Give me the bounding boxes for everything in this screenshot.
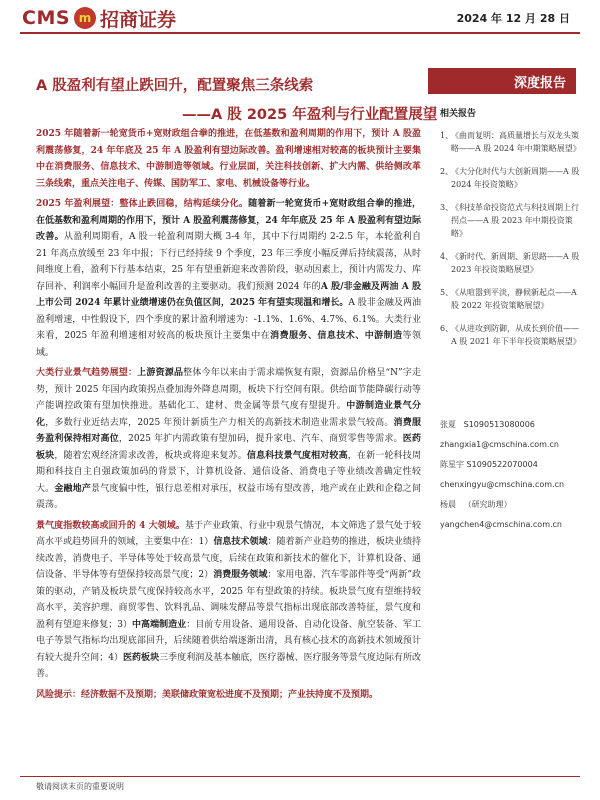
report-number: 3、	[440, 203, 454, 212]
four-areas-bold-1: 信息技术领域	[213, 537, 268, 547]
sector-bold-5: 信息科技景气度相对较高	[246, 450, 348, 461]
four-areas-bold-2: 消费服务领域	[213, 570, 268, 580]
analyst-row	[440, 495, 580, 515]
analyst-email[interactable]: chenxingyu@cmschina.com.cn	[440, 480, 565, 489]
brand-logo	[22, 4, 176, 32]
analyst-name: 杨晨	[440, 500, 456, 509]
summary-paragraph: 2025 年随着新一轮宽货币+宽财政组合拳的推进，在低基数和盈利周期的作用下，预计 A 股盈利震荡修复，24 年年底及 25 年 A 股盈利有望边际改善。盈利增速相对较高的板块预计主要集中在消费服务、信息技术、中游制造等领域。行业层面，关注科技创新、扩大内需、供给侧改革三条线索，重点关注电子、传媒、国防军工、家电、机械设备等行业。	[36, 129, 421, 189]
list-item[interactable]	[440, 165, 580, 191]
list-item[interactable]	[440, 129, 580, 155]
risk-warning: 风险提示：经济数据不及预期；美联储政策宽松进度不及预期；产业扶持度不及预期。	[36, 689, 379, 700]
sector-body-5: ，在新一轮科技周期和科技自主自强政策加码的背景下，计算机设备、通信设备、消费电子等业绩改善确定性较大。	[36, 450, 421, 494]
analyst-id: （研究助理）	[463, 500, 512, 509]
list-item[interactable]	[440, 286, 580, 312]
earnings-end: 等领域。	[36, 331, 421, 358]
report-title-link: 《新时代、新周期、新思路——A 股 2023 年投资策略展望》	[451, 252, 580, 274]
logo-mark-icon: m	[74, 7, 96, 29]
main-body	[36, 126, 421, 707]
list-item[interactable]	[440, 322, 580, 348]
list-item[interactable]	[440, 201, 580, 240]
earnings-outlook-paragraph	[36, 196, 421, 361]
footer-note: 敬请阅读末页的重要说明	[36, 782, 124, 791]
earnings-body-2: A 股非金融及两油盈利增速，中性假设下，四个季度的累计盈利增速为：-1.1%、1.6%、4.7%、6.1%。大类行业来看，2025 年盈利增速相对较高的板块预计主要集中在	[36, 298, 421, 341]
report-title-link: 《科技革命投资范式与科技周期上行拐点——A 股 2023 年中期投资策略》	[451, 203, 579, 238]
sector-body-1: 整体今年以来由于需求端恢复有限，资源品价格呈“N”字走势，预计 2025 年国内政策拐点叠加海外降息周期，板块下行空间有限。供给面节能降碳行动等产能调控政策有望加快推进。基础化工、建材、贵金属等景气度有望提升。	[36, 368, 421, 411]
report-number: 1、	[440, 131, 454, 140]
sector-body-2: ，多数行业近结去库，2025 年预计新质生产力相关的高新技术制造业需求景气较高。	[45, 417, 394, 428]
earnings-bold-2: A 股/非金融及两油 A 股上市公司 2024 年累计业绩增速仍在负值区间，2025 年有望实现温和增长。	[36, 281, 421, 308]
analyst-email[interactable]: zhangxia1@cmschina.com.cn	[440, 440, 559, 449]
report-title: A 股盈利有望止跌回升，配置聚焦三条线索	[36, 78, 314, 94]
report-title-link: 《曲而复明：高质量增长与双龙头策略——A 股 2024 年中期策略展望》	[451, 131, 581, 153]
sector-trend-heading: 大类行业景气趋势展望：	[36, 368, 138, 378]
sector-body-4: ，随着宏观经济需求改善，板块或将迎来复苏。	[54, 450, 247, 461]
logo-chinese: 招商证券	[100, 8, 177, 31]
four-areas-paragraph	[36, 518, 421, 683]
analyst-info	[440, 415, 580, 535]
earnings-body-1: 从盈利周期看，A 股一轮盈利周期大概 3-4 年，其中下行周期约 2-2.5 年，本轮盈利自 21 年高点放缓至 23 年中报；下行已经持续 9 个季度，23 年三季度小幅反弹后持续震荡，从时间维度上看，盈利下行基本结束，25 年有望重新迎来改善阶段，驱动因素上，预计内需发力、库存回补、利润率小幅回升是盈利改善的主要驱动。我们预测 2024 年的	[36, 232, 421, 292]
related-reports-list	[440, 129, 580, 348]
report-number: 5、	[440, 288, 454, 297]
sector-bold-4: 医药板块	[36, 434, 421, 461]
earnings-outlook-heading: 2025 年盈利展望：整体止跌回稳，结构延续分化。	[36, 199, 249, 209]
four-areas-body-3: ：家用电器、汽车零部件等受“两新”政策的驱动，产销及板块景气度保持较高水平，2025 年有望政策的持续。板块景气度有望维持较高水平，美容护理、商贸零售、饮料乳品、调味发酵品等景气指标出现底部改善特征，景气度和盈利有望迎来修复；3）	[36, 570, 421, 630]
four-areas-body-5: 三季度利润及基本触底，医疗器械、医疗服务等景气度边际有所改善。	[36, 652, 421, 679]
list-item[interactable]	[440, 250, 580, 276]
four-areas-bold-4: 医药板块	[123, 652, 160, 663]
sector-trend-paragraph	[36, 365, 421, 514]
report-title-link: 《从喧嚣到平淡，静候新起点——A 股 2022 年投资策略展望》	[451, 288, 577, 310]
report-type-badge: 深度报告	[428, 68, 576, 94]
four-areas-body-2: ：随着新产业趋势的推进，板块业绩持续改善，消费电子、半导体等处于较高景气度，后续在政策和新技术的催化下，计算机设备、通信设备、半导体等有望保持较高景气度；2）	[36, 537, 421, 580]
analyst-email[interactable]: yangchen4@cmschina.com.cn	[440, 520, 562, 529]
report-number: 2、	[440, 167, 454, 176]
earnings-bold-1: 随着新一轮宽货币+宽财政组合拳的推进，在低基数和盈利周期的作用下，预计 A 股盈利震荡修复，24 年年底及 25 年 A 股盈利有望边际改善。	[36, 199, 422, 242]
sector-body-6: 景气度偏中性，银行息差相对承压，权益市场有望改善，地产或在止跌和企稳之间震荡。	[36, 483, 421, 510]
sector-bold-3: 消费服务盈利保持相对高位	[36, 417, 421, 444]
sector-bold-6: 金融地产	[54, 483, 92, 494]
report-number: 6、	[440, 324, 454, 333]
report-title-link: 《从进攻到防御，从成长到价值——A 股 2021 年下半年投资策略展望》	[451, 324, 581, 346]
sector-bold-2: 中游制造业景气分化	[36, 401, 421, 428]
analyst-row	[440, 455, 580, 475]
sector-bold-1: 上游资源品	[137, 368, 184, 378]
logo-latin: CMS	[22, 7, 71, 29]
related-reports-heading: 相关报告	[440, 109, 477, 119]
analyst-id: S1090513080006	[463, 420, 535, 429]
report-subtitle: ——A 股 2025 年盈利与行业配置展望	[182, 107, 438, 123]
four-areas-bold-3: 中高端制造业	[132, 619, 187, 630]
sector-body-3: ，2025 年扩内需政策有望加码，提升家电、汽车、商贸零售等需求。	[118, 434, 403, 444]
analyst-id: S1090522070004	[466, 460, 538, 469]
four-areas-body-1: 基于产业政策、行业中观景气情况，本文筛选了景气处于较高水平或趋势回升的领域，主要集中在：1）	[36, 520, 421, 547]
report-date: 2024 年 12 月 28 日	[456, 12, 570, 25]
footer-divider	[20, 776, 580, 777]
related-reports	[440, 108, 580, 358]
earnings-bold-3: 消费服务、信息技术、中游制造	[270, 331, 403, 341]
header-divider	[20, 32, 580, 34]
analyst-name: 陈星宇	[440, 460, 464, 469]
four-areas-body-4: ：目前专用设备、通用设备、自动化设备、航空装备、军工电子等景气指标均出现底部回升，后续随着供给端逐渐出清，具有核心技术的高新技术领域预计有较大提升空间；4）	[36, 619, 421, 663]
analyst-row	[440, 415, 580, 435]
analyst-name: 张夏	[440, 420, 456, 429]
four-areas-heading: 景气度指数较高或回升的 4 大领域。	[36, 520, 185, 531]
report-number: 4、	[440, 252, 454, 261]
report-title-link: 《大分化时代与大创新周期——A 股 2024 年投资策略》	[451, 167, 580, 189]
